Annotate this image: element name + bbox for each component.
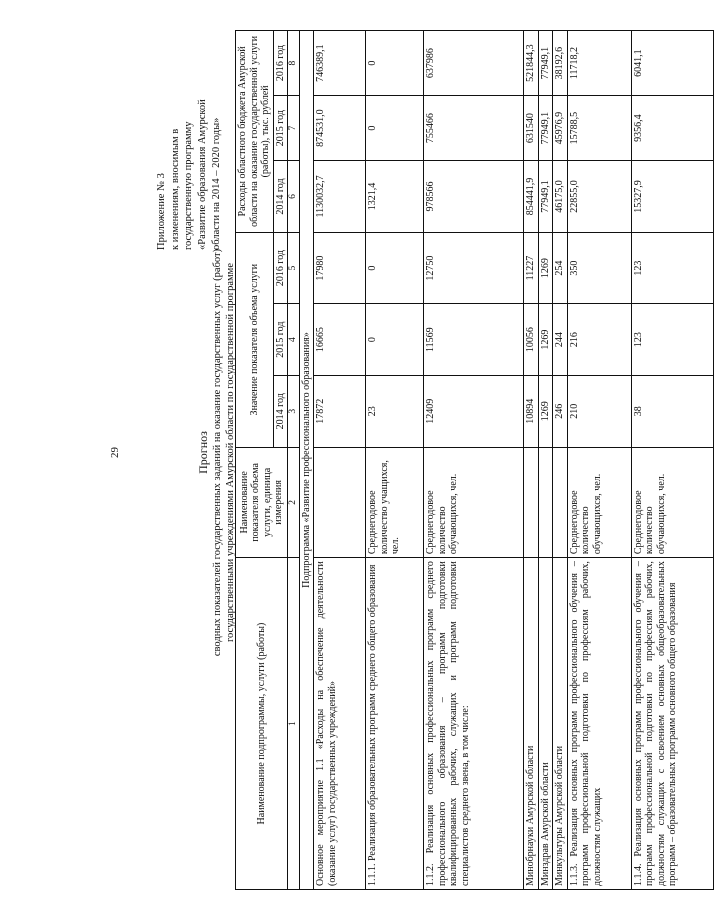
value-2014: 12409 (424, 375, 524, 447)
row-indicator (524, 447, 539, 558)
row-indicator: Среднегодовое количество учащихся, чел. (366, 447, 424, 558)
value-2014: 17872 (314, 375, 366, 447)
table-row (631, 31, 713, 890)
appendix-line: Приложение № 3 (156, 173, 167, 250)
value-2014: 210 (567, 375, 631, 447)
value-2015: 244 (553, 304, 568, 376)
expense-2016: 11718,2 (567, 31, 631, 96)
row-indicator (314, 447, 366, 558)
row-indicator: Среднегодовое количество обучающихся, чел. (631, 447, 713, 558)
value-2015: 11569 (424, 304, 524, 376)
row-indicator: Среднегодовое количество обучающихся, чел. (567, 447, 631, 558)
expense-2015: 0 (366, 96, 424, 161)
year-header: 2014 год (273, 375, 288, 447)
appendix-line: «Развитие образования Амурской (196, 99, 208, 250)
expense-2016: 746389,1 (314, 31, 366, 96)
expense-2015: 45976,9 (553, 96, 568, 161)
expense-2016: 38192,6 (553, 31, 568, 96)
year-header: 2016 год (273, 232, 288, 304)
value-2015: 0 (366, 304, 424, 376)
appendix-line: государственную программу (183, 121, 195, 250)
expense-2016: 521844,3 (524, 31, 539, 96)
column-index: 3 (288, 375, 300, 447)
header-name: Наименование подпрограммы, услуги (работы) (236, 558, 288, 890)
row-indicator (553, 447, 568, 558)
expense-2015: 15788,5 (567, 96, 631, 161)
expense-2014: 978566 (424, 161, 524, 233)
value-2016: 1269 (538, 232, 553, 304)
rotated-page-content (155, 0, 679, 905)
expense-2015: 755466 (424, 96, 524, 161)
table-row (424, 31, 524, 890)
year-header: 2015 год (273, 304, 288, 376)
expense-2015: 874531,0 (314, 96, 366, 161)
appendix-line: к изменениям, вносимым в (169, 128, 181, 250)
expense-2014: 22855,0 (567, 161, 631, 233)
row-name: Минобрнауки Амурской области (524, 558, 539, 890)
expense-2016: 637986 (424, 31, 524, 96)
value-2016: 11227 (524, 232, 539, 304)
title-line: сводных показателей государственных заданий на оказание государственных услуг (работ) (212, 248, 223, 657)
table-row (366, 31, 424, 890)
value-2015: 16665 (314, 304, 366, 376)
column-index: 5 (288, 232, 300, 304)
expense-2014: 15327,9 (631, 161, 713, 233)
value-2015: 1269 (538, 304, 553, 376)
value-2016: 0 (366, 232, 424, 304)
value-2014: 1269 (538, 375, 553, 447)
row-indicator: Среднегодовое количество обучающихся, чел. (424, 447, 524, 558)
expense-2016: 77949,1 (538, 31, 553, 96)
value-2016: 123 (631, 232, 713, 304)
row-name: 1.1.3. Реализация основных программ профессионального обучения – программ профессиональной подготовки по профессиям рабочих, должностям служащих (567, 558, 631, 890)
page-number: 29 (109, 447, 121, 458)
value-2016: 17980 (314, 232, 366, 304)
column-index: 8 (288, 31, 300, 96)
expense-2016: 0 (366, 31, 424, 96)
table-row (538, 31, 553, 890)
column-index-row (288, 31, 300, 890)
row-indicator (538, 447, 553, 558)
header-indicator: Наименование показателя объема услуги, единица измерения (236, 447, 288, 558)
subprogram-title: Подпрограмма «Развитие профессионального образования» (299, 31, 314, 890)
forecast-table (235, 30, 714, 890)
title-line: Прогноз (196, 431, 210, 474)
expense-2015: 77949,1 (538, 96, 553, 161)
header-expense-group: Расходы областного бюджета Амурской области на оказание государственной услуги (работы), тыс. рублей (236, 31, 274, 233)
header-row (236, 31, 274, 890)
expense-2014: 854441,9 (524, 161, 539, 233)
table-row (567, 31, 631, 890)
column-index: 6 (288, 161, 300, 233)
year-header: 2015 год (273, 96, 288, 161)
year-header: 2014 год (273, 161, 288, 233)
expense-2015: 9356,4 (631, 96, 713, 161)
value-2014: 246 (553, 375, 568, 447)
expense-2014: 1321,4 (366, 161, 424, 233)
column-index: 2 (288, 447, 300, 558)
expense-2014: 46175,0 (553, 161, 568, 233)
header-volume-group: Значение показателя объема услуги (236, 232, 274, 447)
appendix-line: области на 2014 – 2020 годы» (210, 117, 222, 250)
expense-2014: 1130032,7 (314, 161, 366, 233)
document-title (155, 0, 237, 905)
row-name: Основное мероприятие 1.1 «Расходы на обеспечение деятельности (оказание услуг) государственных учреждений» (314, 558, 366, 890)
value-2016: 254 (553, 232, 568, 304)
table-row (314, 31, 366, 890)
row-name: Минздрав Амурской области (538, 558, 553, 890)
title-line: государственными учреждениями Амурской области по государственной программе (225, 263, 237, 642)
row-name: 1.1.2. Реализация основных профессиональных программ среднего профессионального образования – программ подготовки квалифицированных рабочих, служащих и программ подготовки специалистов среднего звена, в том числе: (424, 558, 524, 890)
value-2015: 216 (567, 304, 631, 376)
column-index: 4 (288, 304, 300, 376)
table-row (553, 31, 568, 890)
expense-2016: 6041,1 (631, 31, 713, 96)
value-2014: 10894 (524, 375, 539, 447)
row-name: 1.1.1. Реализация образовательных программ среднего общего образования (366, 558, 424, 890)
value-2014: 23 (366, 375, 424, 447)
row-name: Минкультуры Амурской области (553, 558, 568, 890)
year-header: 2016 год (273, 31, 288, 96)
column-index: 1 (288, 558, 300, 890)
value-2015: 123 (631, 304, 713, 376)
subprogram-row (299, 31, 314, 890)
row-name: 1.1.4. Реализация основных программ профессионального обучения – программ профессиональной подготовки по профессиям рабочих, должностям служащих с освоением основных общеобразовательных программ – образовательных программ основного общего образования (631, 558, 713, 890)
value-2016: 12750 (424, 232, 524, 304)
value-2016: 350 (567, 232, 631, 304)
expense-2014: 77949,1 (538, 161, 553, 233)
value-2014: 38 (631, 375, 713, 447)
expense-2015: 631540 (524, 96, 539, 161)
column-index: 7 (288, 96, 300, 161)
table-row (524, 31, 539, 890)
value-2015: 10056 (524, 304, 539, 376)
